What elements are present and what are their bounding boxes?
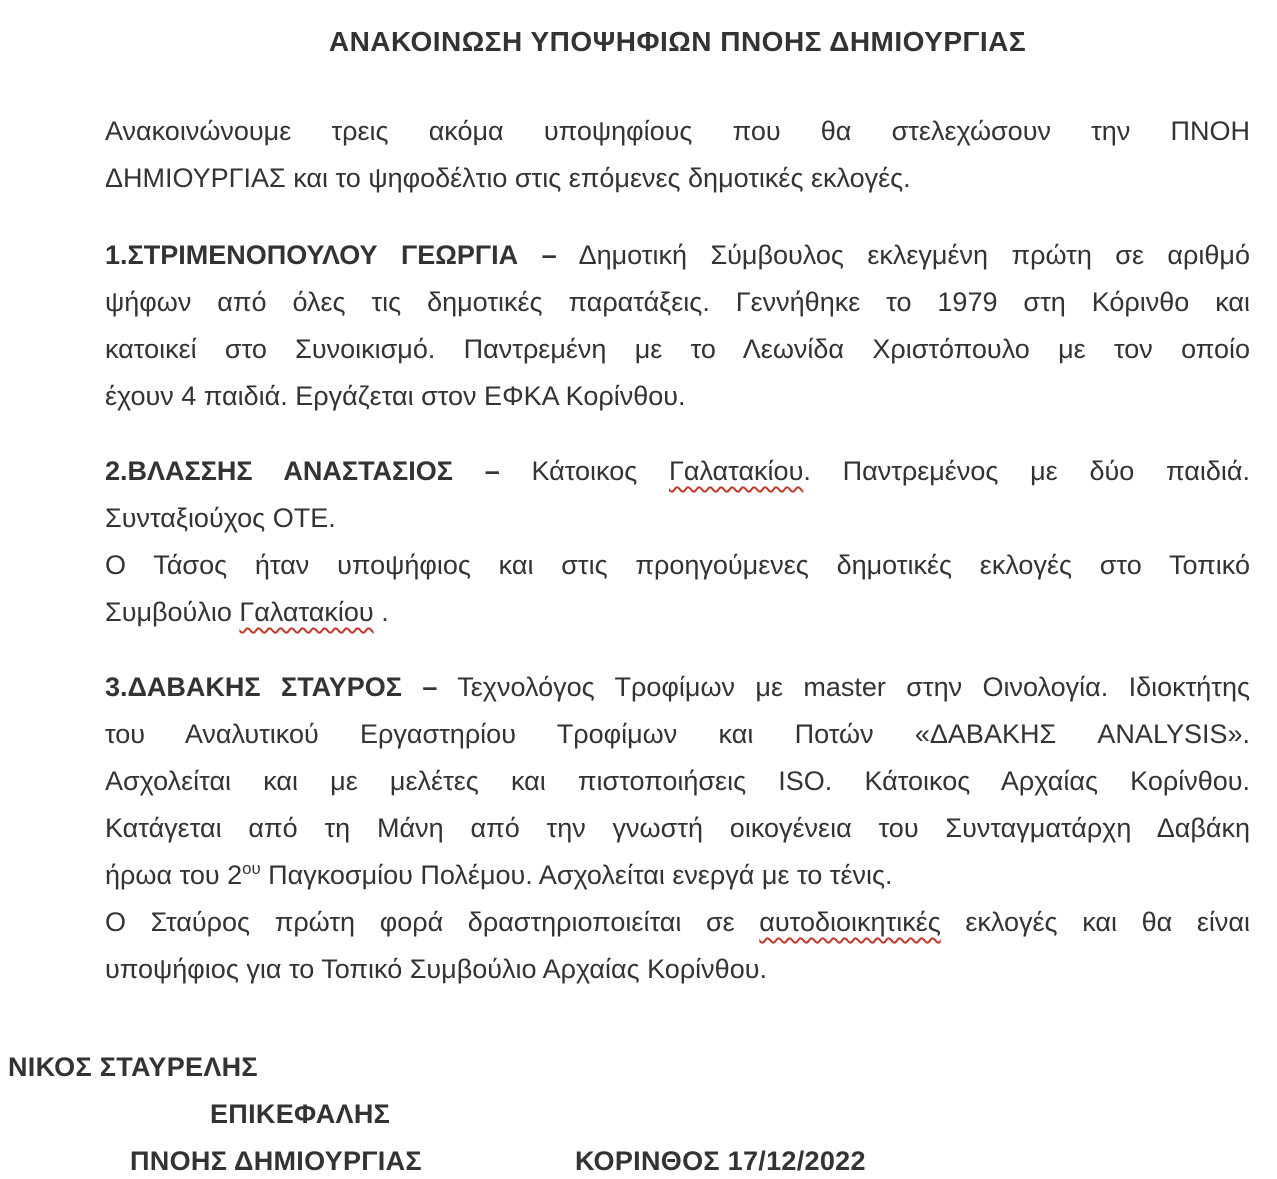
document-body — [105, 108, 1250, 993]
text-run: Κάτοικος — [499, 456, 669, 486]
text-line — [105, 373, 1250, 420]
text-line — [105, 852, 1250, 899]
document-title: ΑΝΑΚΟΙΝΩΣΗ ΥΠΟΨΗΦΙΩΝ ΠΝΟΗΣ ΔΗΜΙΟΥΡΓΙΑΣ — [328, 26, 1027, 57]
text-run: εκλογές και θα είναι — [940, 907, 1250, 937]
text-line — [105, 711, 1250, 758]
text-run: Ασχολείται και με μελέτες και πιστοποιήσεις ISO. Κάτοικος Αρχαίας Κορίνθου. — [105, 766, 1250, 796]
text-run: του Αναλυτικού Εργαστηρίου Τροφίμων και Ποτών «ΔΑΒΑΚΗΣ ANALYSIS». — [105, 719, 1250, 749]
text-run: Παγκοσμίου Πολέμου. Ασχολείται ενεργά με το τένις. — [260, 860, 893, 890]
text-line — [105, 899, 1250, 946]
text-line — [105, 664, 1250, 711]
spellcheck-flagged-word: Γαλατακίου — [239, 597, 374, 627]
text-run: ου — [242, 859, 261, 878]
text-run: Ο Σταύρος πρώτη φορά δραστηριοποιείται σε — [105, 907, 760, 937]
text-run: 1.ΣΤΡΙΜΕΝΟΠΟΥΛΟΥ ΓΕΩΡΓΙΑ – — [105, 240, 557, 270]
place-and-date: ΚΟΡΙΝΘΟΣ 17/12/2022 — [575, 1146, 866, 1176]
text-run: έχουν 4 παιδιά. Εργάζεται στον ΕΦΚΑ Κορίνθου. — [105, 381, 686, 411]
text-line — [105, 589, 1250, 636]
text-line — [105, 448, 1250, 495]
spellcheck-flagged-word: Γαλατακίου — [668, 456, 804, 486]
paragraph-candidate-1 — [105, 232, 1250, 420]
text-run: Δημοτική Σύμβουλος εκλεγμένη πρώτη σε αριθμό — [556, 240, 1250, 270]
text-run: 3.ΔΑΒΑΚΗΣ ΣΤΑΥΡΟΣ – — [105, 672, 438, 702]
text-run: Τεχνολόγος Τροφίμων με master στην Οινολογία. Ιδιοκτήτης — [437, 672, 1250, 702]
text-run: Συμβούλιο — [105, 597, 240, 627]
document-content — [105, 0, 1250, 993]
signatory-name: ΝΙΚΟΣ ΣΤΑΥΡΕΛΗΣ — [8, 1052, 258, 1082]
text-run: Συνταξιούχος ΟΤΕ. — [105, 503, 336, 533]
text-line — [105, 495, 1250, 542]
text-line — [105, 279, 1250, 326]
text-run: ψήφων από όλες τις δημοτικές παρατάξεις. Γεννήθηκε το 1979 στη Κόρινθο και — [105, 287, 1250, 317]
text-line — [105, 946, 1250, 993]
text-run: Ανακοινώνουμε τρεις ακόμα υποψηφίους που θα στελεχώσουν την ΠΝΟΗ — [105, 116, 1250, 146]
text-run: Ο Τάσος ήταν υποψήφιος και στις προηγούμενες δημοτικές εκλογές στο Τοπικό — [105, 550, 1250, 580]
text-line — [105, 326, 1250, 373]
text-line — [105, 805, 1250, 852]
text-line — [105, 542, 1250, 589]
paragraph-candidate-2 — [105, 448, 1250, 636]
text-run: . Παντρεμένος με δύο παιδιά. — [803, 456, 1250, 486]
text-line — [105, 108, 1250, 155]
text-line — [105, 758, 1250, 805]
signatory-party: ΠΝΟΗΣ ΔΗΜΙΟΥΡΓΙΑΣ — [130, 1146, 422, 1176]
paragraph-intro — [105, 108, 1250, 202]
signatory-role: ΕΠΙΚΕΦΑΛΗΣ — [210, 1099, 391, 1129]
text-run: ήρωα του 2 — [105, 860, 243, 890]
text-run: 2.ΒΛΑΣΣΗΣ ΑΝΑΣΤΑΣΙΟΣ – — [105, 456, 500, 486]
text-line — [105, 232, 1250, 279]
text-line — [105, 155, 1250, 202]
paragraph-candidate-3 — [105, 664, 1250, 993]
text-run: υποψήφιος για το Τοπικό Συμβούλιο Αρχαίας Κορίνθου. — [105, 954, 767, 984]
text-run: κατοικεί στο Συνοικισμό. Παντρεμένη με το Λεωνίδα Χριστόπουλο με τον οποίο — [105, 334, 1250, 364]
spellcheck-flagged-word: αυτοδιοικητικές — [759, 907, 941, 937]
text-run: Κατάγεται από τη Μάνη από την γνωστή οικογένεια του Συνταγματάρχη Δαβάκη — [105, 813, 1250, 843]
text-run: . — [373, 597, 389, 627]
text-run: ΔΗΜΙΟΥΡΓΙΑΣ και το ψηφοδέλτιο στις επόμενες δημοτικές εκλογές. — [105, 163, 911, 193]
